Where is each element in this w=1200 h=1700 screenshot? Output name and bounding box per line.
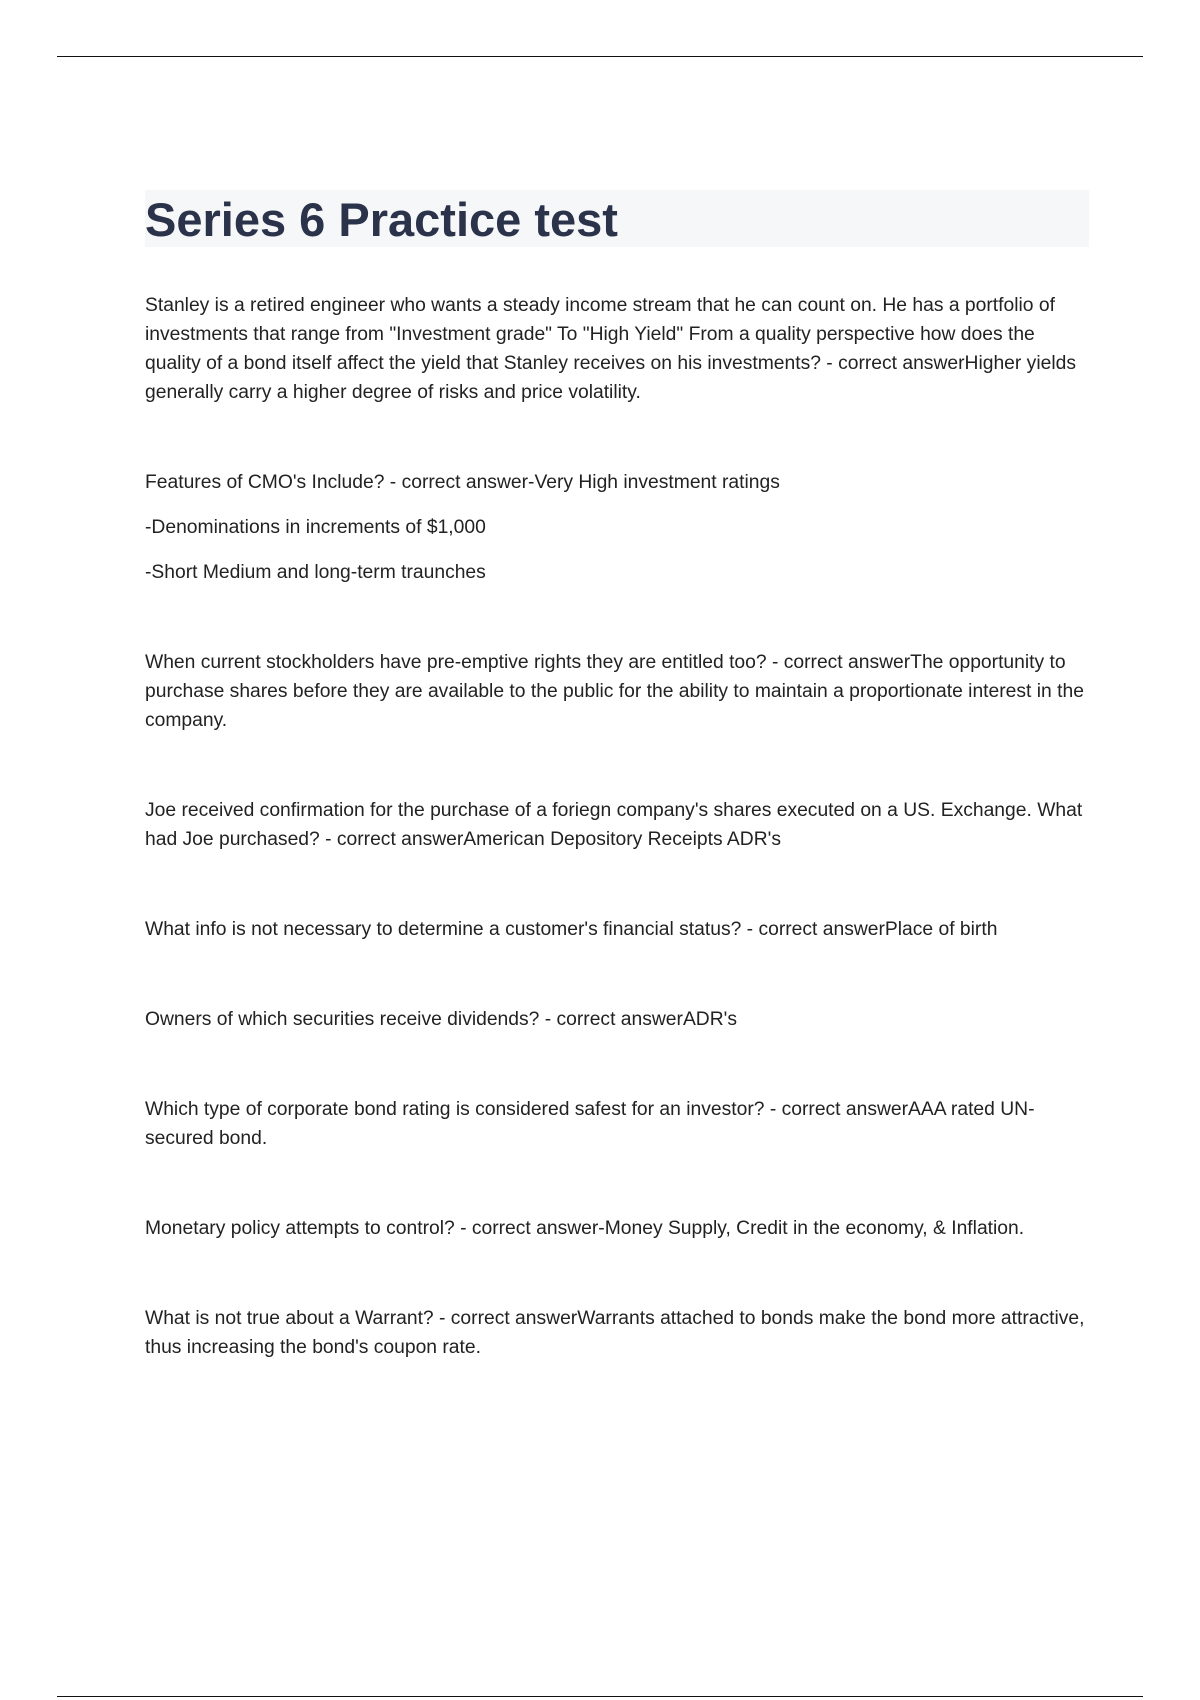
question-3: When current stockholders have pre-emptive rights they are entitled too? - correct answerThe opportunity to purchase shares before they are available to the public for the ability to maintain a proportionate interest in the company. (145, 652, 1084, 731)
question-7: Which type of corporate bond rating is considered safest for an investor? - correct answerAAA rated UN-secured bond. (145, 1099, 1035, 1149)
page-title: Series 6 Practice test (145, 193, 618, 246)
question-1: Stanley is a retired engineer who wants a steady income stream that he can count on. He has a portfolio of investments that range from "Investment grade" To "High Yield" From a quality perspective how does the quality of a bond itself affect the yield that Stanley receives on his investments? - correct answerHigher yields generally carry a higher degree of risks and price volatility. (145, 295, 1076, 403)
question-6: Owners of which securities receive dividends? - correct answerADR's (145, 1009, 737, 1030)
question-8: Monetary policy attempts to control? - correct answer-Money Supply, Credit in the economy, & Inflation. (145, 1218, 1025, 1239)
question-9: What is not true about a Warrant? - correct answerWarrants attached to bonds make the bond more attractive, thus increasing the bond's coupon rate. (145, 1308, 1085, 1358)
top-rule (57, 56, 1143, 57)
question-4: Joe received confirmation for the purchase of a foriegn company's shares executed on a US. Exchange. What had Joe purchased? - correct answerAmerican Depository Receipts ADR's (145, 800, 1083, 850)
question-5: What info is not necessary to determine a customer's financial status? - correct answerPlace of birth (145, 919, 998, 940)
question-list (145, 291, 1089, 1362)
question-2: Features of CMO's Include? - correct answer-Very High investment ratings (145, 472, 780, 493)
question-2-answer-line-3: -Short Medium and long-term traunches (145, 562, 486, 583)
title-banner (145, 190, 1089, 247)
bottom-rule (57, 1696, 1143, 1697)
question-2-answer-line-2: -Denominations in increments of $1,000 (145, 517, 486, 538)
